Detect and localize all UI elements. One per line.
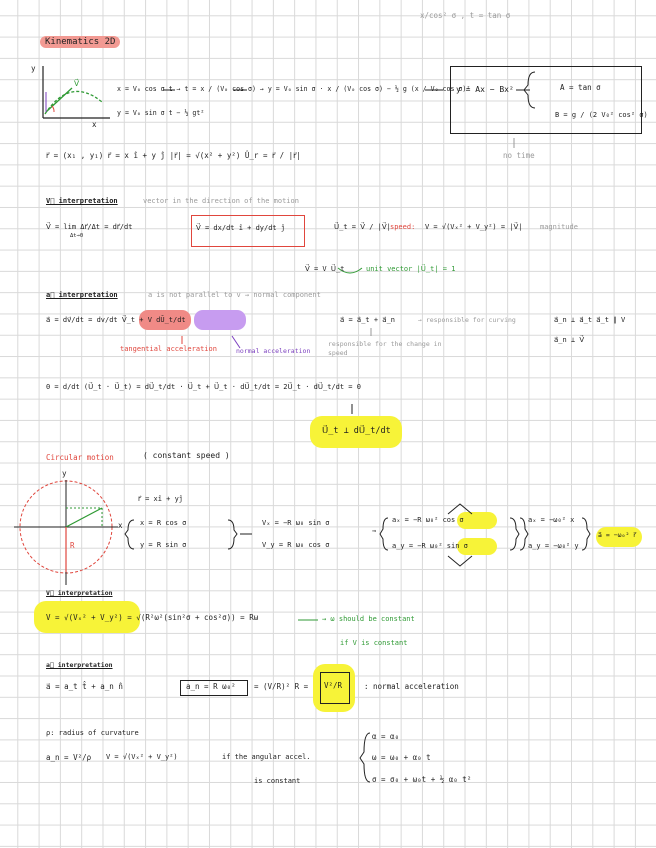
eq-y: y = V₀ sin σ t − ½ gt² <box>117 109 205 117</box>
an-mid: = (V/R)² R = <box>254 682 309 691</box>
theta-eq: σ = σ₀ + ω₀t + ½ α₀ t² <box>372 775 472 784</box>
arrow <box>448 504 472 514</box>
page-title <box>40 38 120 47</box>
brace <box>380 518 388 550</box>
v-interp-heading: V⃗ interpretation <box>46 589 113 597</box>
tangential-label: tangential acceleration <box>120 345 217 353</box>
cond-line-2: is constant <box>254 777 301 785</box>
brace <box>520 518 528 550</box>
cond-line-1: if the angular accel. <box>222 753 311 761</box>
arrow <box>448 556 472 566</box>
speed-magnitude-eq: V = √(Vₓ² + V_y²) = √(R²ω²(sin²σ + cos²σ)) = Rω <box>46 613 259 622</box>
position-vector: r⃗ = xî + yĵ <box>138 495 184 503</box>
velocity-components: V⃗ = dx/dt î + dy/dt ĵ <box>196 224 286 232</box>
result-eq: y = Ax − Bx² <box>456 85 514 94</box>
brace <box>228 520 237 549</box>
v2-over-r: V²/R <box>324 681 343 690</box>
v0-arrow <box>46 88 72 112</box>
curving-note: → responsible for curving <box>418 316 516 324</box>
vx-eq: Vₓ = −R ω₀ sin σ <box>262 519 330 527</box>
no-time-note: no time <box>503 151 535 160</box>
radius-vector <box>66 508 102 527</box>
brace <box>360 733 370 782</box>
derivation-eq: 0 = d/dt (U⃗_t · U⃗_t) = dU⃗_t/dt · U⃗_t + U⃗_t · dU⃗_t/dt = 2U⃗_t · dU⃗_t/dt = 0 <box>46 383 361 391</box>
axis-label-x: x <box>92 120 97 129</box>
v-eq-vut: V⃗ = V U⃗_t <box>305 265 345 273</box>
vy-eq: V_y = R ω₀ cos σ <box>262 541 330 549</box>
velocity-heading: V⃗ interpretation <box>46 197 118 205</box>
y-param: y = R sin σ <box>140 541 187 549</box>
an-rho: a_n = V²/ρ <box>46 753 92 762</box>
perp-line-1: a⃗_n ⊥ a⃗_t a⃗_t ∥ V <box>554 316 626 324</box>
ay-eq: a_y = −R ω₀² sin σ <box>392 542 468 550</box>
a-interp-heading: a⃗ interpretation <box>46 661 113 669</box>
accel-result: a⃗ = −ω₀² r⃗ <box>598 531 636 539</box>
v-magnitude: V = √(Vₓ² + V_y²) <box>106 753 178 761</box>
A-eq: A = tan σ <box>560 83 601 92</box>
brace <box>510 518 519 550</box>
angle-arc <box>52 106 54 112</box>
circle-y-label: y <box>62 469 67 478</box>
perp-line-2: a⃗_n ⊥ V⃗ <box>554 336 585 344</box>
circle-R-label: R <box>70 541 75 550</box>
axis-label-y: y <box>31 64 36 73</box>
eq-x-chain: x = V₀ cos σ t → t = x / (V₀ cos σ) → y = V₀ sin σ · x / (V₀ cos σ) − ½ g (x / V₀ cos σ)² <box>117 85 471 93</box>
omega-eq: ω = ω₀ + α₀ t <box>372 753 431 762</box>
a-components: a⃗ = a_t t̂ + a_n n̂ <box>46 682 123 691</box>
ax-eq: aₓ = −R ω₀² cos σ <box>392 516 464 524</box>
x-param: x = R cos σ <box>140 519 187 527</box>
accel-split: a⃗ = a⃗_t + a⃗_n <box>340 316 396 324</box>
limit-subscript: Δt→0 <box>70 233 84 239</box>
ax-simplified: aₓ = −ω₀² x <box>528 516 575 524</box>
accel-desc: a is not parallel to v → normal component <box>148 291 321 299</box>
constant-speed-note: ( constant speed ) <box>143 451 230 460</box>
orthogonal-result: U⃗_t ⊥ dU⃗_t/dt <box>322 426 391 436</box>
magnitude-note: magnitude <box>540 223 578 231</box>
ay-simplified: a_y = −ω₀² y <box>528 542 579 550</box>
an-boxed: a_n = R ω₀² <box>186 682 236 691</box>
B-eq: B = g / (2 V₀² cos² σ) <box>555 111 648 119</box>
v0-label: V⃗ <box>74 79 80 88</box>
page-title-label: Kinematics 2D <box>40 36 120 48</box>
rho-def: ρ: radius of curvature <box>46 729 139 737</box>
brace <box>582 518 590 550</box>
normal-label: normal acceleration <box>236 347 311 355</box>
notebook-page: x/cos² σ , t = tan σ Kinematics 2D y x V⃗ x = V₀ cos σ t → t = x / (V₀ cos σ) → y = V₀ sin σ · x / (V₀ cos σ) − ½ g (x / V₀ cos σ)² y = V₀ sin σ t − ½ gt² y = Ax − Bx² A = tan σ B = g / (2 V₀² cos² σ) no time r⃗ = (x₁ , y₁) r⃗ = x î + y ĵ |r⃗| = √(x² + y²) Û_r = r⃗ / |r⃗| V⃗ interpretation vector in the direction of the motion V⃗ = lim Δr⃗/Δt = dr⃗/dt Δt→0 V⃗ = dx/dt î + dy/dt ĵ U⃗_t = V⃗ / |V⃗| speed: V = √(Vₓ² + V_y²) = |V⃗| magnitude V⃗ = V U⃗_t unit vector |U⃗_t| = 1 a⃗ interpretation a is not parallel to v → normal component a⃗ = dv⃗/dt = dv/dt V⃗_t + V dŨ_t/dt tangential acceleration normal acceleration a⃗ = a⃗_t + a⃗_n → responsible for curving responsible for the change in speed a⃗_n ⊥ a⃗_t a⃗_t ∥ V a⃗_n ⊥ V⃗ 0 = d/dt (U⃗_t · U⃗_t) = dU⃗_t/dt · U⃗_t + U⃗_t · dU⃗_t/dt = 2U⃗_t · dU⃗_t/dt = 0 U⃗_t ⊥ dU⃗_t/dt Circular motion ( constant speed ) y x R r⃗ = xî + yĵ x = R cos σ y = R sin σ Vₓ = −R ω₀ sin σ V_y = R ω₀ cos σ ⇒ aₓ = −R ω₀² cos σ a_y = −R ω₀² sin σ aₓ = −ω₀² x a_y = −ω₀² y a⃗ = −ω₀² r⃗ V⃗ interpretation V = √(Vₓ² + V_y²) = √(R²ω²(sin²σ + cos²σ)) = Rω → ω should be constant if V is constant a⃗ interpretation a⃗ = a_t t̂ + a_n n̂ a_n = R ω₀² = (V/R)² R = V²/R : normal acceleration ρ: radius of curvature a_n = V²/ρ V = √(Vₓ² + V_y²) if the angular accel. is constant α = α₀ ω = ω₀ + α₀ t σ = σ₀ + ω₀t + ½ α₀ t² <box>0 0 656 848</box>
accel-eq: a⃗ = dv⃗/dt = dv/dt V⃗_t + V dŨ_t/dt <box>46 316 186 324</box>
speed-eq: V = √(Vₓ² + V_y²) = |V⃗| <box>425 223 523 231</box>
omega-note: → ω should be constant <box>322 615 415 623</box>
speed-label: speed: <box>390 223 416 231</box>
unit-vector-note: unit vector |U⃗_t| = 1 <box>366 265 456 273</box>
accel-heading: a⃗ interpretation <box>46 291 118 299</box>
velocity-limit-eq: V⃗ = lim Δr⃗/Δt = dr⃗/dt <box>46 223 133 231</box>
normal-accel-label: : normal acceleration <box>364 682 459 691</box>
position-line: r⃗ = (x₁ , y₁) r⃗ = x î + y ĵ |r⃗| = √(x² + y²) Û_r = r⃗ / |r⃗| <box>46 151 301 160</box>
top-formula: x/cos² σ , t = tan σ <box>420 11 511 20</box>
brace <box>125 520 134 549</box>
unit-tangent: U⃗_t = V⃗ / |V⃗| <box>334 223 391 231</box>
alpha-eq: α = α₀ <box>372 732 400 741</box>
speed-change-note: responsible for the change in speed <box>328 340 442 358</box>
circular-heading: Circular motion <box>46 453 114 462</box>
circle-x-label: x <box>118 521 123 530</box>
velocity-desc: vector in the direction of the motion <box>143 197 299 205</box>
constant-v-note: if V is constant <box>340 639 408 647</box>
